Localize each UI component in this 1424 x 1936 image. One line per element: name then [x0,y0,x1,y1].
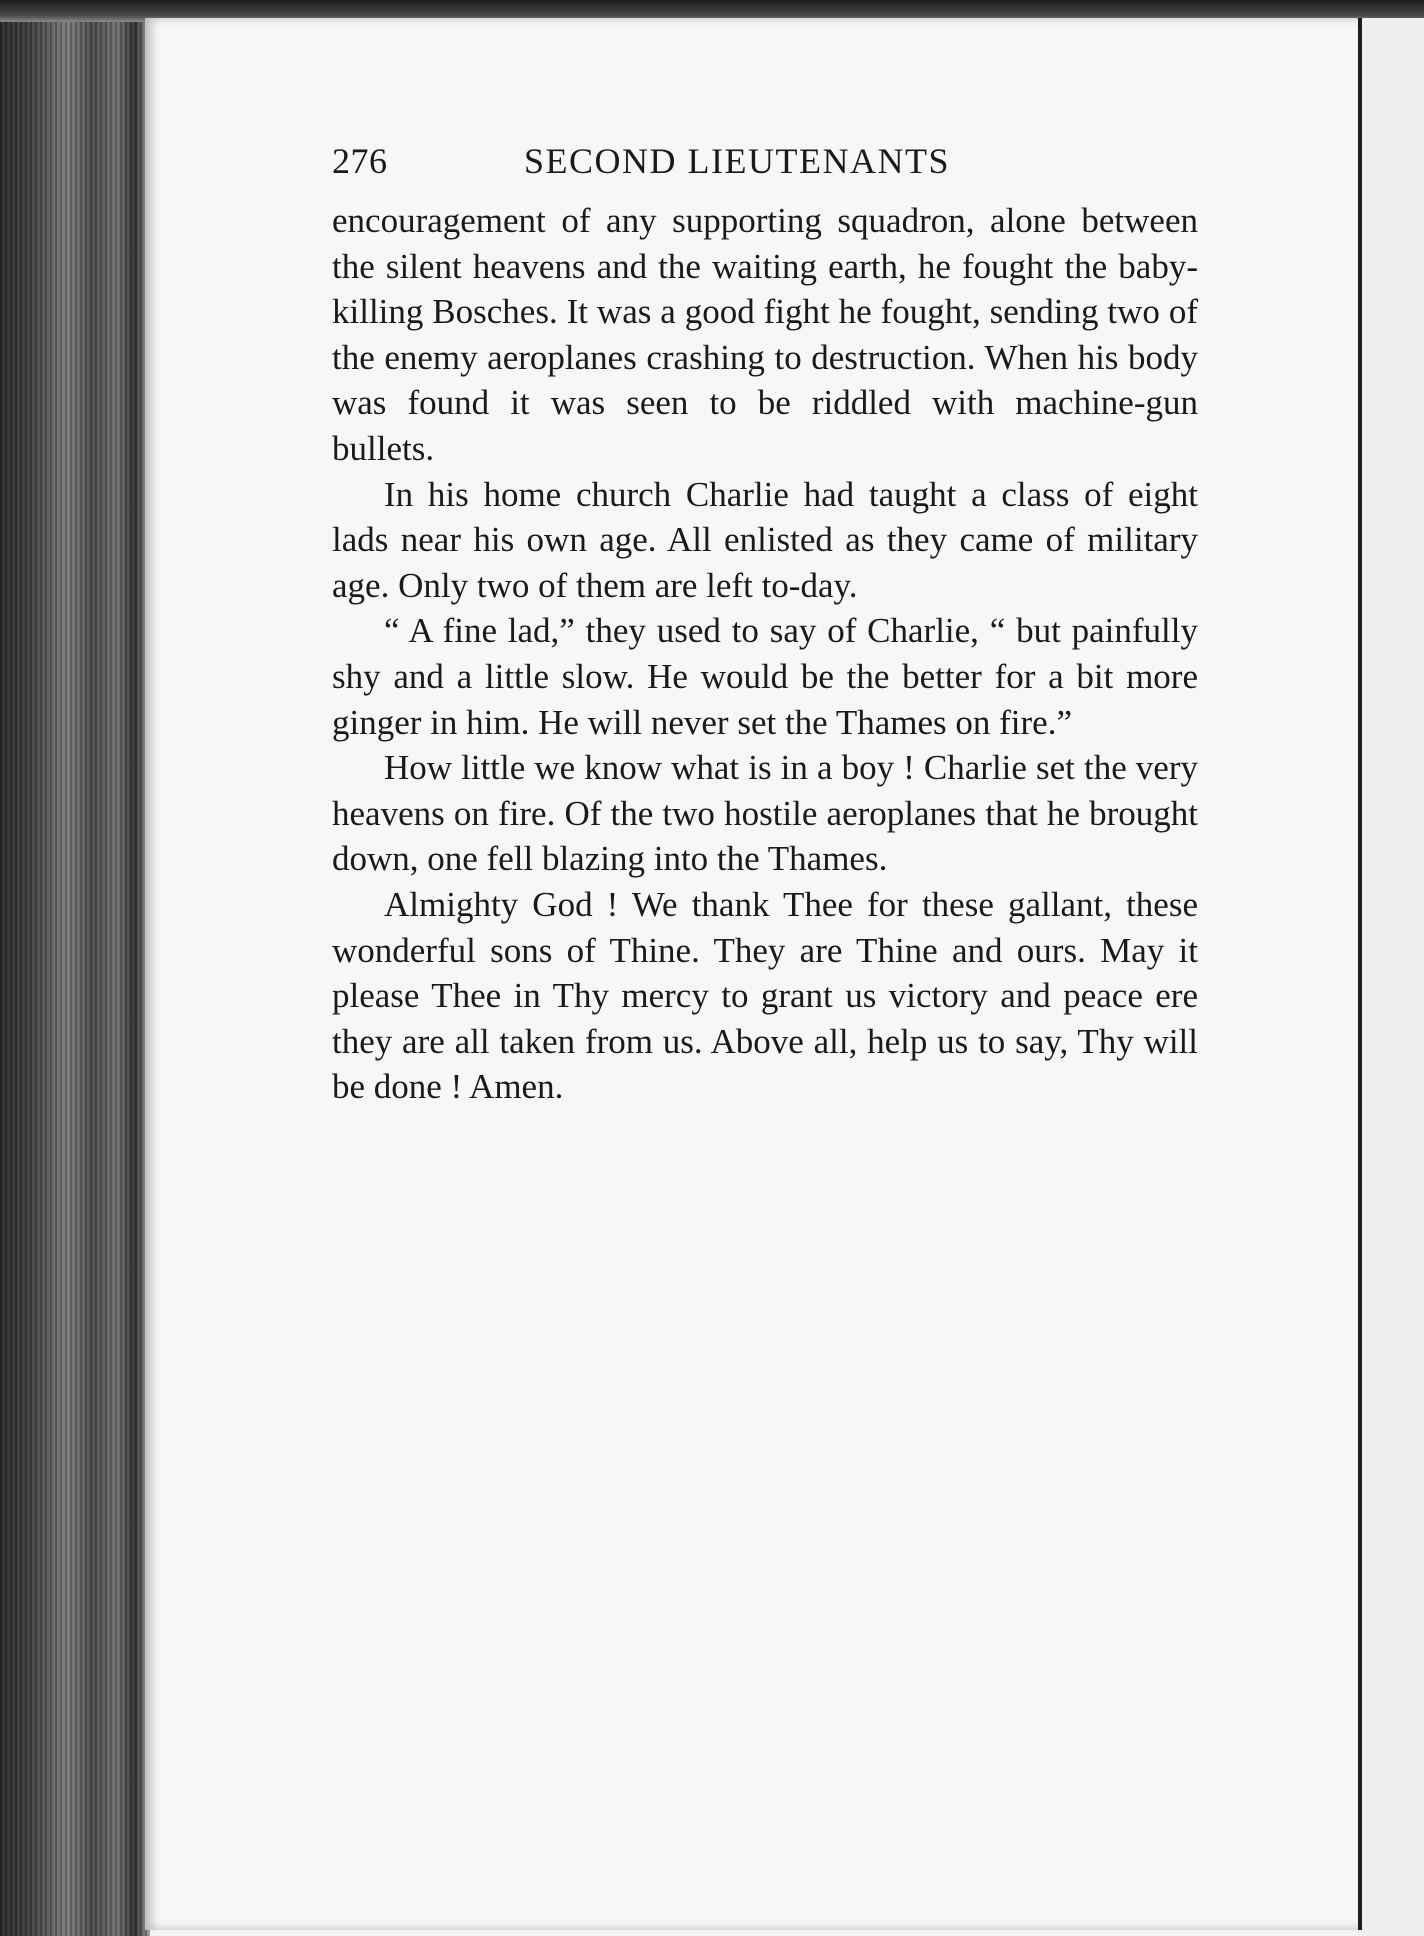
paragraph-4: How little we know what is in a boy ! Charlie set the very heavens on fire. Of the two hostile aeroplanes that he brought down, one fell blazing into the Thames. [332,748,1198,879]
paragraph-3: “ A fine lad,” they used to say of Charlie, “ but painfully shy and a little slow. He would be the better for a bit more ginger in him. He will never set the Thames on fire.” [332,611,1198,742]
paragraph-1: encouragement of any supporting squadron, alone between the silent heavens and the waiting earth, he fought the baby-killing Bosches. It was a good fight he fought, sending two of the enemy aeroplanes crashing to destruction. When his body was found it was seen to be riddled with machine-gun bullets. [332,201,1198,468]
page-text-block [332,140,1198,1110]
book-page-edges [0,0,150,1936]
running-head [332,140,1198,188]
facing-page-edge [1362,18,1424,1936]
paragraph-2: In his home church Charlie had taught a class of eight lads near his own age. All enlisted as they came of military age. Only two of them are left to-day. [332,474,1198,605]
page-number: 276 [332,141,388,181]
running-title: SECOND LIEUTENANTS [524,141,950,181]
paragraph-5: Almighty God ! We thank Thee for these gallant, these wonderful sons of Thine. They are Thine and ours. May it please Thee in Thy mercy to grant us victory and peace ere they are all taken from us. Above all, help us to say, Thy will be done ! Amen. [332,884,1198,1107]
